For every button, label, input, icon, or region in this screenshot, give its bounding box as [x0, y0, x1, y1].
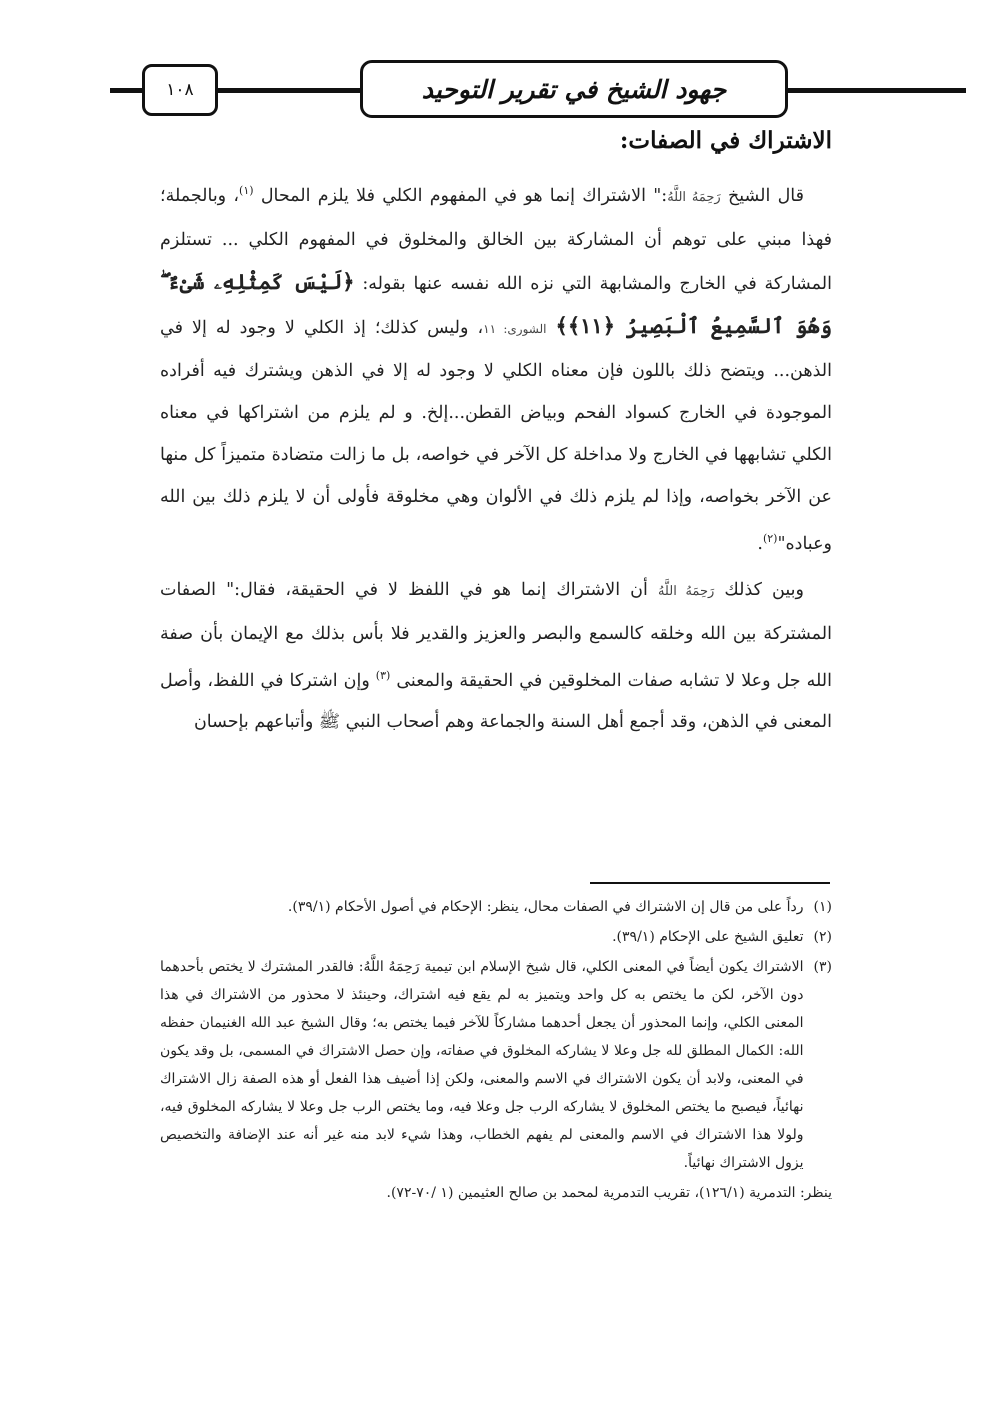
main-text: [160, 120, 832, 747]
honorific-symbol-2: رَحِمَهُ اللَّهُ: [657, 583, 715, 599]
paragraph-1: [160, 170, 832, 565]
footnote-text: الاشتراك يكون أيضاً في المعنى الكلي، قال شيخ الإسلام ابن تيمية رَحِمَهُ اللَّهُ: فالقدر المشترك لا يختص بأحدهما دون الآخر، لكن ما يختص به كل واحد ويتميز به لم يقع فيه اشتراك، وحينئذ لا محذور من الاشتراك في هذا المعنى الكلي، وإنما المحذور أن يجعل أحدهما مشاركاً للآخر فيما يختص به؛ وقال الشيخ عبد الله الغنيمان حفظه الله: الكمال المطلق لله جل وعلا لا يشاركه المخلوق في صفاته، وإن حصل الاشتراك في المسمى، بل وقد يكون في المعنى، ولابد أن يكون الاشتراك في الاسم والمعنى، ولكن إذا أضيف هذا الفعل أو هذه الصفة زال الاشتراك نهائياً، فيصبح ما يختص المخلوق لا يشاركه الرب جل وعلا فيه، وما يختص الرب جل وعلا لا يشاركه المخلوق فيه، ولولا هذا الاشتراك في الاسم والمعنى لم يفهم الخطاب، وهذا شيء لابد منه غير أنه عند الإضافة والتخصيص يزول الاشتراك نهائياً.: [160, 959, 804, 1171]
footnote-number: (٢): [813, 929, 832, 945]
book-title-box: [360, 60, 788, 118]
book-title: جهود الشيخ في تقرير التوحيد: [421, 74, 727, 104]
p1-text2: ، وبالجملة؛ فهذا مبني على توهم أن المشاركة بين الخالق والمخلوق في المفهوم الكلي ... تستلزم المشاركة في الخارج والمشابهة التي نزه الله نفسه عنها بقوله:: [160, 185, 833, 294]
section-heading: الاشتراك في الصفات:: [619, 127, 832, 154]
p1-end: .: [757, 533, 763, 554]
footnote-number: (٣): [813, 959, 832, 975]
footnote-separator: [590, 882, 830, 884]
footnote-ref-1[interactable]: (١): [239, 184, 254, 197]
footnote-text: تعليق الشيخ على الإحكام (٣٩/١).: [612, 929, 804, 945]
footnote-2: [160, 923, 832, 951]
footnote-number: (١): [813, 899, 832, 915]
page-number: ١٠٨: [166, 80, 194, 100]
p1-text3: ، وليس كذلك؛ إذ الكلي لا وجود له إلا في الذهن... ويتضح ذلك باللون فإن معناه الكلي لا وجود له إلا في الذهن ويشترك فيه أفراده الموجودة في الخارج كسواد الفحم وبياض القطن...إلخ. و لم يلزم من اشتراكها في معناه الكلي تشابهها في الخارج ولا مداخلة كل الآخر في خواصه، بل ما زالت متضادة متميزاً كل منها عن الآخر بخواصه، وإذا لم يلزم ذلك في الألوان وهي مخلوقة فأولى أن لا يلزم ذلك بين الله وعباده": [160, 317, 832, 554]
footnotes: [160, 893, 832, 1207]
quran-verse: ﴿لَيْسَ كَمِثْلِهِۦ شَىْءٌ ۖ وَهُوَ ٱلسَّمِيعُ ٱلْبَصِيرُ ﴿١١﴾﴾: [160, 268, 832, 338]
page-number-box: [142, 64, 218, 116]
salawat-symbol: ﷺ: [318, 712, 340, 733]
footnote-text: رداً على من قال إن الاشتراك في الصفات محال، ينظر: الإحكام في أصول الأحكام (٣٩/١).: [287, 899, 804, 915]
p2-pre: وبين كذلك: [724, 579, 804, 600]
footnote-reference-line: ينظر: التدمرية (١٢٦/١)، تقريب التدمرية لمحمد بن صالح العثيمين (١ /٧٠-٧٢).: [386, 1185, 832, 1201]
p1-pre: قال الشيخ: [727, 185, 804, 206]
p2-text2: وإن اشتركا في اللفظ، وأصل المعنى في الذهن، وقد أجمع أهل السنة والجماعة وهم أصحاب النبي: [160, 670, 832, 733]
p2-text3: وأتباعهم بإحسان: [193, 712, 314, 733]
verse-reference: الشورى: ١١: [483, 321, 547, 336]
footnote-1: [160, 893, 832, 921]
footnote-ref-2[interactable]: (٢): [762, 531, 778, 545]
p2-text1: أن الاشتراك إنما هو في اللفظ لا في الحقيقة، فقال:" الصفات المشتركة بين الله وخلقه كالسمع والبصر والعزيز والقدير فلا بأس بذلك مع الإيمان بأن صفة الله جل وعلا لا تشابه صفات المخلوقين في الحقيقة والمعنى: [160, 579, 832, 691]
honorific-symbol: رَحِمَهُ اللَّهُ: [667, 189, 721, 205]
footnote-3: [160, 953, 832, 1177]
p1-quote: :" الاشتراك إنما هو في المفهوم الكلي فلا يلزم المحال: [260, 185, 668, 206]
paragraph-2: [160, 569, 832, 744]
footnote-ref-3[interactable]: (٣): [375, 668, 391, 682]
